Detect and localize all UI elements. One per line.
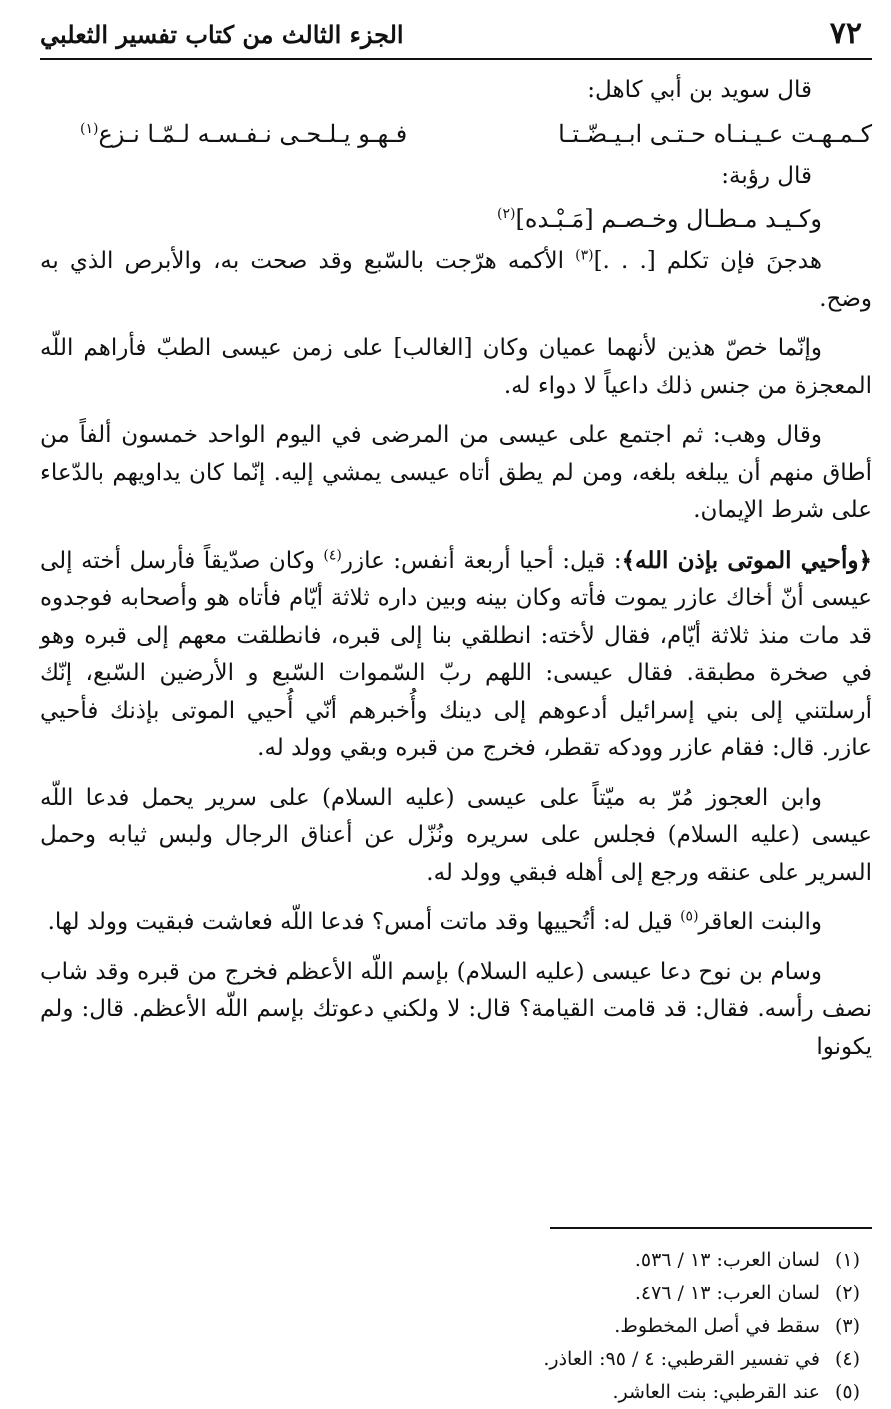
footnote-ref-4[interactable]: (٤): [323, 546, 342, 563]
paragraph-3-part-b: الأكمه هرّجت بالسّبع وقد صحت به، والأبرص الذي به وضح.: [40, 248, 872, 312]
footnote-text: سقط في أصل المخطوط.: [614, 1315, 820, 1337]
footnote-text: لسان العرب: ١٣ / ٤٧٦.: [634, 1282, 820, 1304]
footnote-ref-3[interactable]: (٣): [575, 247, 594, 264]
page-number: ٧٢: [829, 16, 862, 51]
running-title: الجزء الثالث من كتاب تفسير الثعلبي: [40, 20, 404, 49]
poet-attribution-1: قال سويد بن أبي كاهل:: [587, 77, 812, 103]
paragraph-8: [40, 904, 872, 942]
page-header: [40, 14, 872, 60]
verse-2-text: وكـيـد مـطـال وخـصـم [مَـبْـده]: [515, 205, 822, 233]
verse-1-second-text: فـهـو يـلـحـى نـفـسـه لـمّـا نـزع: [98, 119, 408, 148]
footnote-text: في تفسير القرطبي: ٤ / ٩٥: العاذر.: [543, 1348, 820, 1370]
quran-verse: ﴿وأحيي الموتى بإذن الله﴾: [621, 546, 873, 574]
footnote-4: [40, 1343, 870, 1376]
verse-1-second-hemistich: [80, 116, 407, 154]
paragraph-3-part-a: هدجنَ فإن تكلم [. . .]: [593, 248, 823, 274]
paragraph-6: [40, 542, 872, 768]
verse-2-text-wrap: [497, 201, 822, 239]
paragraph-6-part-b: وكان صدّيقاً فأرسل أخته إلى عيسى أنّ أخاك عازر يموت فأته وكان بينه وبين داره ثلاثة أيّام فأتاه هو وأصحابه فوجدوه قد مات منذ ثلاثة أيّام، فقال لأخته: انطلقي بنا إلى قبره، فانطلقت معهم إلى قبره وهو في صخرة مطبقة. فقال عيسى: اللهم ربّ السّموات السّبع و الأرضين السّبع، إنّك أرسلتني إلى بني إسرائيل أدعوهم إلى دينك وأُخبرهم أنّي أُحيي الموتى بإذنك فأحيي عازر. قال: فقام عازر وودكه تقطر، فخرج من قبره وبقي وولد له.: [40, 547, 872, 761]
footnote-ref-5[interactable]: (٥): [680, 908, 699, 925]
footnote-ref-1[interactable]: (١): [80, 120, 99, 137]
verse-2: [40, 195, 872, 243]
footnote-number: (٤): [834, 1348, 860, 1370]
poet-attribution-2: قال رؤبة:: [721, 162, 812, 189]
footnote-text: عند القرطبي: بنت العاشر.: [612, 1381, 820, 1403]
footnote-number: (٣): [834, 1315, 860, 1337]
paragraph-5: وقال وهب: ثم اجتمع على عيسى من المرضى في اليوم الواحد خمسون ألفاً من أطاق منهم أن يبلغه بلغه، ومن لم يطق أتاه عيسى يمشي إليه. إنّما كان يداويهم بالدّعاء على شرط الإيمان.: [40, 422, 872, 523]
footnote-number: (٥): [834, 1381, 860, 1403]
footnote-number: (٢): [834, 1282, 860, 1304]
main-text: [40, 72, 872, 1078]
paragraph-6-part-a: : قيل: أحيا أربعة أنفس: عازر: [341, 547, 622, 574]
paragraph-4: وإنّما خصّ هذين لأنهما عميان وكان [الغالب] على زمن عيسى الطبّ فأراهم اللّه المعجزة من جنس ذلك داعياً لا دواء له.: [40, 335, 872, 399]
verse-1-first-hemistich: كـمـهـت عـيـنـاه حـتـى ابـيـضّـتـا: [558, 119, 872, 148]
verse-1: [40, 110, 872, 158]
paragraph-7: وابن العجوز مُرّ به ميّتاً على عيسى (عليه السلام) على سرير يحمل فدعا اللّه عيسى (عليه السلام) فجلس على سريره ونُزّل عن أعناق الرجال ولبس ثيابه وحمل السرير على عنقه ورجع إلى أهله فبقي وولد له.: [40, 784, 872, 886]
footnote-text: لسان العرب: ١٣ / ٥٣٦.: [634, 1249, 820, 1271]
footnote-number: (١): [834, 1249, 860, 1271]
footnote-2: [40, 1277, 870, 1310]
paragraph-9: وسام بن نوح دعا عيسى (عليه السلام) بإسم اللّه الأعظم فخرج من قبره وقد شاب نصف رأسه. فقال: قد قامت القيامة؟ قال: لا ولكني دعوتك بإسم اللّه الأعظم. قال: ولم يكونوا: [40, 958, 872, 1060]
paragraph-8-part-a: والبنت العاقر: [698, 909, 822, 935]
footnote-ref-2[interactable]: (٢): [497, 206, 516, 222]
footnote-3: [40, 1310, 870, 1343]
footnote-separator: [550, 1227, 872, 1229]
paragraph-3: [40, 243, 872, 318]
paragraph-8-part-b: قيل له: أتُحييها وقد ماتت أمس؟ فدعا اللّه فعاشت فبقيت وولد لها.: [47, 909, 681, 935]
footnote-5: [40, 1376, 870, 1409]
footnotes: [40, 1244, 870, 1409]
footnote-1: [40, 1244, 870, 1277]
